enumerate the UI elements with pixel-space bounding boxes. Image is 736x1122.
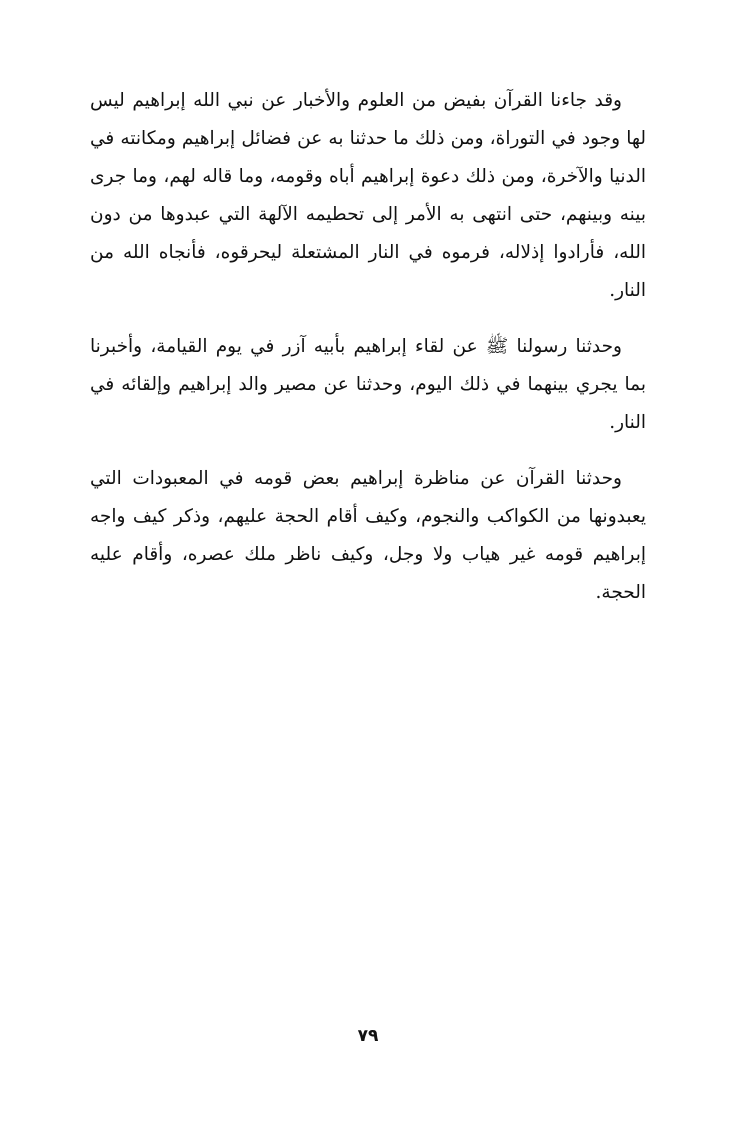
page-body <box>90 82 646 630</box>
paragraph-3: وحدثنا القرآن عن مناظرة إبراهيم بعض قومه في المعبودات التي يعبدونها من الكواكب والنجوم، وكيف أقام الحجة عليهم، وذكر كيف واجه إبراهيم قومه غير هياب ولا وجل، وكيف ناظر ملك عصره، وأقام عليه الحجة. <box>90 468 646 603</box>
page-number: ٧٩ <box>357 1026 379 1046</box>
paragraph-1: وقد جاءنا القرآن بفيض من العلوم والأخبار عن نبي الله إبراهيم ليس لها وجود في التوراة، ومن ذلك ما حدثنا به عن فضائل إبراهيم ومكانته في الدنيا والآخرة، ومن ذلك دعوة إبراهيم أباه وقومه، وما قاله لهم، وما جرى بينه وبينهم، حتى انتهى به الأمر إلى تحطيمه الآلهة التي عبدوها من دون الله، فأرادوا إذلاله، فرموه في النار المشتعلة ليحرقوه، فأنجاه الله من النار. <box>90 90 646 301</box>
paragraph-2: وحدثنا رسولنا ﷺ عن لقاء إبراهيم بأبيه آزر في يوم القيامة، وأخبرنا بما يجري بينهما في ذلك اليوم، وحدثنا عن مصير والد إبراهيم وإلقائه في النار. <box>90 336 646 433</box>
